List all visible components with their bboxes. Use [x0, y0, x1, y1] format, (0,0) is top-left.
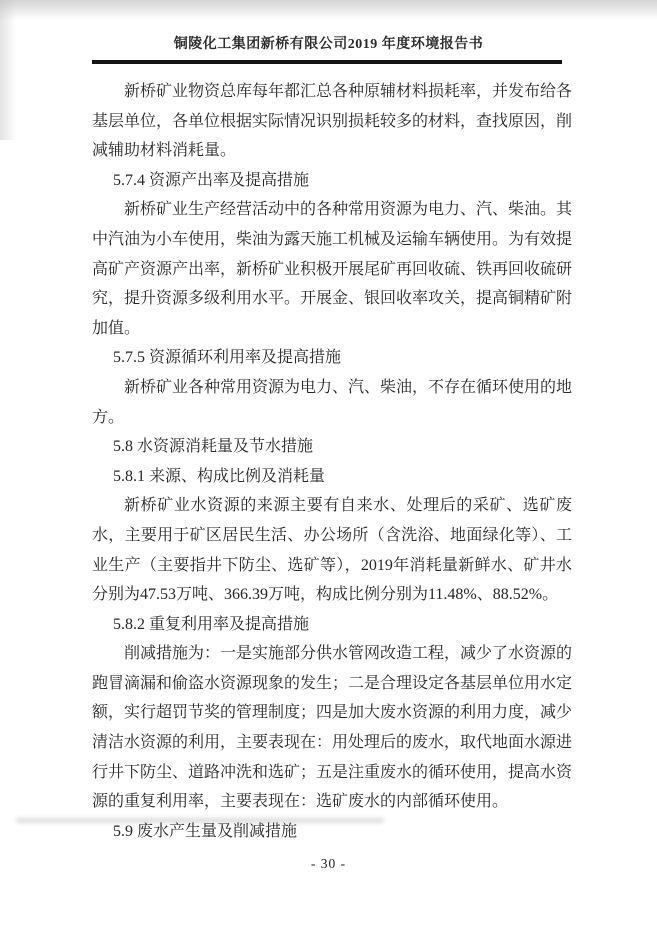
section-heading-5-8-1: 5.8.1 来源、构成比例及消耗量 — [113, 467, 326, 485]
body-paragraph: 新桥矿业各种常用资源为电力、汽、柴油，不存在循环使用的地方。 — [92, 378, 573, 426]
body-paragraph: 新桥矿业水资源的来源主要有自来水、处理后的采矿、选矿废水，主要用于矿区居民生活、办公场所（含洗浴、地面绿化等）、工业生产（主要指井下防尘、选矿等），2019年消耗量新鲜水、矿井水分别为47.53万吨、366.39万吨，构成比例分别为11.48%、88.52%。 — [92, 497, 572, 604]
page-footer — [0, 856, 657, 872]
section-heading-5-8-2: 5.8.2 重复利用率及提高措施 — [113, 615, 310, 633]
header-divider-rule — [92, 60, 562, 64]
body-paragraph: 新桥矿业生产经营活动中的各种常用资源为电力、汽、柴油。其中汽油为小车使用，柴油为露天施工机械及运输车辆使用。为有效提高矿产资源产出率，新桥矿业积极开展尾矿再回收硫、铁再回收硫研究，提升资源多级利用水平。开展金、银回收率攻关，提高铜精矿附加值。 — [92, 201, 573, 337]
page-number: - 30 - — [310, 856, 347, 871]
section-heading-5-9: 5.9 废水产生量及削减措施 — [113, 822, 298, 840]
section-heading-5-7-5: 5.7.5 资源循环利用率及提高措施 — [113, 349, 342, 367]
body-paragraph: 新桥矿业物资总库每年都汇总各种原辅材料损耗率，并发布给各基层单位，各单位根据实际情况识别损耗较多的材料，查找原因，削减辅助材料消耗量。 — [92, 83, 573, 160]
section-heading-5-8: 5.8 水资源消耗量及节水措施 — [113, 438, 314, 456]
section-heading-5-7-4: 5.7.4 资源产出率及提高措施 — [113, 171, 310, 189]
document-body — [92, 77, 572, 846]
scan-artifact-top-edge — [0, 0, 657, 20]
body-paragraph: 削减措施为：一是实施部分供水管网改造工程，减少了水资源的跑冒滴漏和偷盗水资源现象的发生；二是合理设定各基层单位用水定额，实行超罚节奖的管理制度；四是加大废水资源的利用力度，减少清洁水资源的利用，主要表现在：用处理后的废水，取代地面水源进行井下防尘、道路冲洗和选矿；五是注重废水的循环使用，提高水资源的重复利用率，主要表现在：选矿废水的内部循环使用。 — [92, 645, 573, 811]
scan-artifact-left-corner — [0, 0, 16, 140]
page-header-title: 铜陵化工集团新桥有限公司2019 年度环境报告书 — [173, 37, 484, 52]
